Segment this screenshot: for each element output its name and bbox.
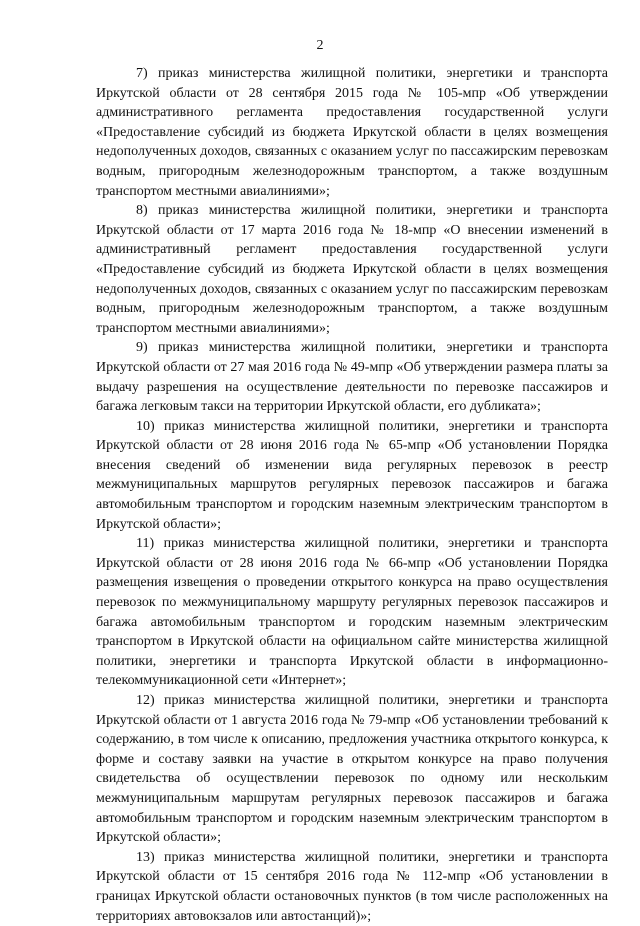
list-item-12-first-line: 12) приказ министерства жилищной политики, энергетики и транспорта xyxy=(136,693,608,708)
page-number: 2 xyxy=(316,38,324,53)
list-item-13-first-line: 13) приказ министерства жилищной политики, энергетики и транспорта xyxy=(136,849,608,865)
list-item-11-text: Иркутской области от 28 июня 2016 года № 66-мпр «Об установлении Порядка размещения извещения о проведении открытого конкурса на право осуществления перевозок по межмуниципальному маршруту регулярных перевозок пассажиров и багажа автомобильным транспортом и городским наземным электрическим транспортом в Иркутской области на официальном сайте министерства жилищной политики, энергетики и транспорта Иркутской области в информационно-телекоммуникационной сети «Интернет»; xyxy=(96,555,608,689)
list-item-11-first-line: 11) приказ министерства жилищной политики, энергетики и транспорта xyxy=(136,536,608,552)
list-item-7-text: Иркутской области от 28 сентября 2015 года № 105-мпр «Об утверждении административного регламента предоставления государственной услуги «Предоставление субсидий из бюджета Иркутской области в целях возмещения недополученных доходов, связанных с оказанием услуг по пассажирским перевозкам водным, пригородным железнодорожным транспортом, а также воздушным транспортом местными авиалиниями»; xyxy=(96,85,608,199)
list-item-9 xyxy=(96,338,608,416)
list-item-10-first-line: 10) приказ министерства жилищной политики, энергетики и транспорта xyxy=(136,418,608,434)
list-item-9-first-line: 9) приказ министерства жилищной политики, энергетики и транспорта xyxy=(136,340,608,356)
list-item-11 xyxy=(96,534,608,691)
list-item-8 xyxy=(96,201,608,338)
list-item-10 xyxy=(96,417,608,535)
list-item-9-text: Иркутской области от 27 мая 2016 года № 49-мпр «Об утверждении размера платы за выдачу разрешения на осуществление деятельности по перевозке пассажиров и багажа легковым такси на территории Иркутской области, его дубликата»; xyxy=(96,359,608,415)
list-item-13-text: Иркутской области от 15 сентября 2016 года № 112-мпр «Об установлении в границах Иркутской области остановочных пунктов (в том числе расположенных на территориях автовокзалов или автостанций)»; xyxy=(96,869,608,924)
list-item-8-first-line: 8) приказ министерства жилищной политики, энергетики и транспорта xyxy=(136,203,608,219)
list-item-10-text: Иркутской области от 28 июня 2016 года № 65-мпр «Об установлении Порядка внесения сведений об изменении вида регулярных перевозок в реестр межмуниципальных маршрутов регулярных перевозок пассажиров и багажа автомобильным транспортом и городским наземным электрическим транспортом в Иркутской области»; xyxy=(96,438,608,532)
list-item-13 xyxy=(96,848,608,926)
list-item-7 xyxy=(96,64,608,201)
list-item-12 xyxy=(96,691,608,848)
list-item-7-first-line: 7) приказ министерства жилищной политики, энергетики и транспорта xyxy=(136,66,608,81)
document-body xyxy=(96,64,608,926)
list-item-8-text: Иркутской области от 17 марта 2016 года № 18-мпр «О внесении изменений в административный регламент предоставления государственной услуги «Предоставление субсидий из бюджета Иркутской области в целях возмещения недополученных доходов, связанных с оказанием услуг по пассажирским перевозкам водным, пригородным железнодорожным транспортом, а также воздушным транспортом местными авиалиниями»; xyxy=(96,222,608,336)
list-item-12-text: Иркутской области от 1 августа 2016 года № 79-мпр «Об установлении требований к содержанию, в том числе к описанию, предложения участника открытого конкурса, к форме и составу заявки на участие в открытом конкурсе на право получения свидетельства об осуществлении перевозок по одному или нескольким межмуниципальным маршрутам регулярных перевозок пассажиров и багажа автомобильным транспортом и городским наземным электрическим транспортом в Иркутской области»; xyxy=(96,712,608,846)
